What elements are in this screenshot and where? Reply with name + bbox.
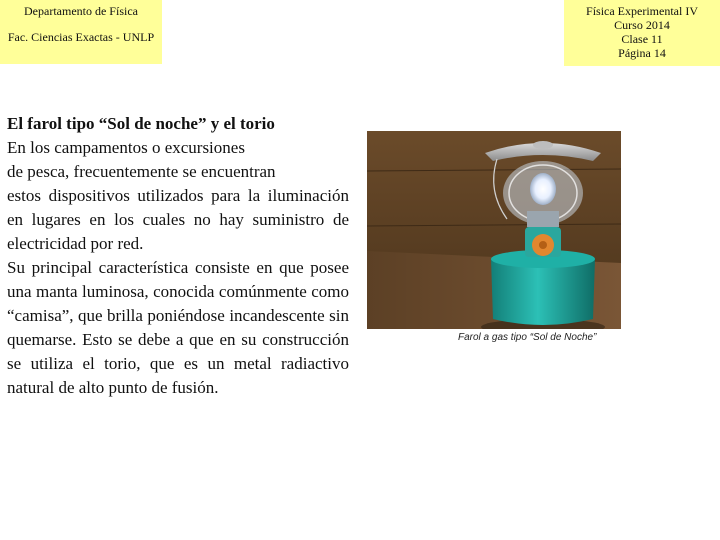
class-number: Clase 11 [621,32,663,46]
page-title: El farol tipo “Sol de noche” y el torio [7,114,275,133]
faculty-name: Fac. Ciencias Exactas - UNLP [7,30,155,44]
figure-caption: Farol a gas tipo “Sol de Noche” [458,332,597,343]
page-number: Página 14 [618,46,666,60]
course-name: Física Experimental IV [586,4,698,18]
intro-line-1: En los campamentos o excursiones [7,138,245,157]
department-name: Departamento de Física [24,4,138,18]
intro-line-2: de pesca, frecuentemente se encuentran [7,162,276,181]
header-left-box [0,0,162,64]
paragraph-usage: estos dispositivos utilizados para la iluminación en lugares en los cuales no hay suministro de electricidad por red. [7,186,349,253]
lantern-photo [367,131,621,329]
header-right-box [564,0,720,66]
lantern-illustration [367,131,621,329]
main-text [7,112,349,400]
paragraph-thorium: Su principal característica consiste en que posee una manta luminosa, conocida comúnmente como “camisa”, que brilla poniéndose incandescente sin quemarse. Esto se debe a que en su construcción se utiliza el torio, que es un metal radiactivo natural de alto punto de fusión. [7,258,349,397]
course-year: Curso 2014 [614,18,670,32]
